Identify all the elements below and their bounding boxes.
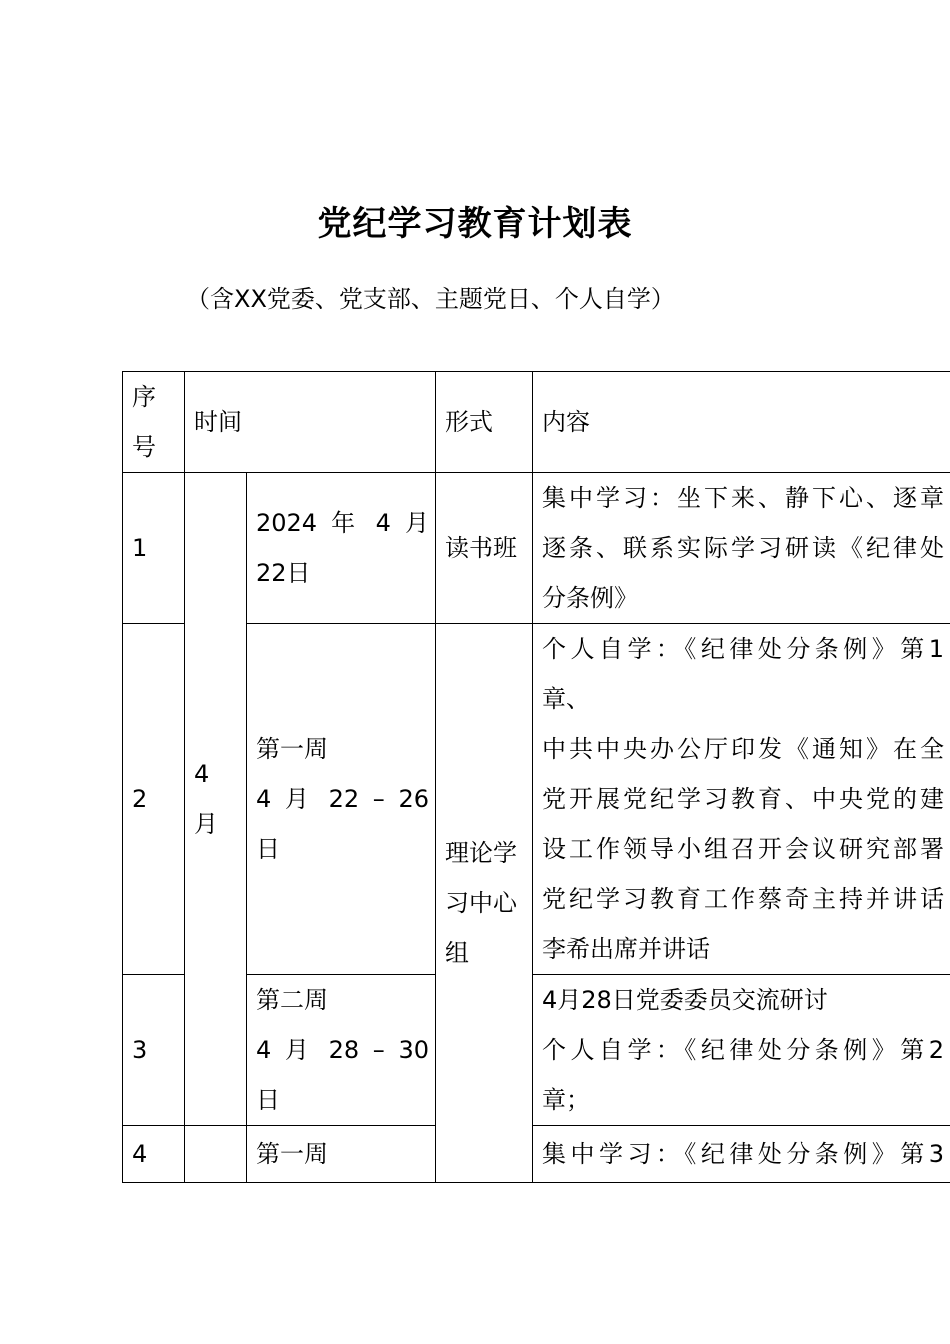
time-line: 第一周 xyxy=(256,735,328,763)
row-seq: 3 xyxy=(123,975,185,1126)
row-time: 第一周 xyxy=(247,1126,436,1183)
content-line: 个人自学：《纪律处分条例》第2 xyxy=(542,1036,944,1064)
header-seq-line1: 序 xyxy=(132,383,156,411)
time-line: 日 xyxy=(256,1086,280,1114)
row-seq: 4 xyxy=(123,1126,185,1183)
content-line: 党开展党纪学习教育、中央党的建 xyxy=(542,785,944,813)
row-content xyxy=(533,975,950,1126)
table-header-row xyxy=(123,372,950,473)
document-subtitle: （含XX党委、党支部、主题党日、个人自学） xyxy=(186,285,675,313)
content-line: 章、 xyxy=(542,685,590,713)
time-line: 22日 xyxy=(256,559,311,587)
month-cell-april xyxy=(185,473,247,1126)
plan-table xyxy=(122,371,950,1183)
content-line: 设工作领导小组召开会议研究部署 xyxy=(542,835,944,863)
document-title: 党纪学习教育计划表 xyxy=(317,204,633,244)
time-line: 4 月 28 – 30 xyxy=(256,1036,429,1064)
row-form-merged xyxy=(436,624,533,1183)
table-row xyxy=(123,1126,950,1183)
header-content: 内容 xyxy=(533,372,950,473)
content-line: 分条例》 xyxy=(542,584,638,612)
row-content xyxy=(533,624,950,975)
header-seq xyxy=(123,372,185,473)
time-line: 4 月 22 – 26 xyxy=(256,785,429,813)
form-line: 习中心 xyxy=(445,889,517,917)
header-seq-line2: 号 xyxy=(132,433,156,461)
content-line: 逐条、联系实际学习研读《纪律处 xyxy=(542,534,944,562)
content-line: 李希出席并讲话 xyxy=(542,935,710,963)
time-line: 2024 年 4 月 xyxy=(256,509,429,537)
content-line: 中共中央办公厅印发《通知》在全 xyxy=(542,735,944,763)
table-row xyxy=(123,473,950,624)
row-time xyxy=(247,624,436,975)
row-seq: 2 xyxy=(123,624,185,975)
header-time: 时间 xyxy=(185,372,436,473)
content-line: 集中学习：《纪律处分条例》第3 xyxy=(542,1140,944,1168)
form-line: 组 xyxy=(445,939,469,967)
content-line: 4月28日党委委员交流研讨 xyxy=(542,986,828,1014)
form-line: 理论学 xyxy=(445,839,517,867)
row-form: 读书班 xyxy=(436,473,533,624)
content-line: 章； xyxy=(542,1086,590,1114)
time-line: 第二周 xyxy=(256,986,328,1014)
row-time xyxy=(247,975,436,1126)
month-number: 4 xyxy=(194,760,210,788)
row-time xyxy=(247,473,436,624)
row-content xyxy=(533,1126,950,1183)
row-seq: 1 xyxy=(123,473,185,624)
content-line: 党纪学习教育工作蔡奇主持并讲话 xyxy=(542,885,944,913)
time-line: 日 xyxy=(256,835,280,863)
table-row xyxy=(123,624,950,975)
month-cell-next xyxy=(185,1126,247,1183)
month-unit: 月 xyxy=(194,810,218,838)
content-line: 个人自学：《纪律处分条例》第1 xyxy=(542,635,944,663)
header-form: 形式 xyxy=(436,372,533,473)
row-content xyxy=(533,473,950,624)
table-row xyxy=(123,975,950,1126)
content-line: 集中学习：坐下来、静下心、逐章 xyxy=(542,484,944,512)
